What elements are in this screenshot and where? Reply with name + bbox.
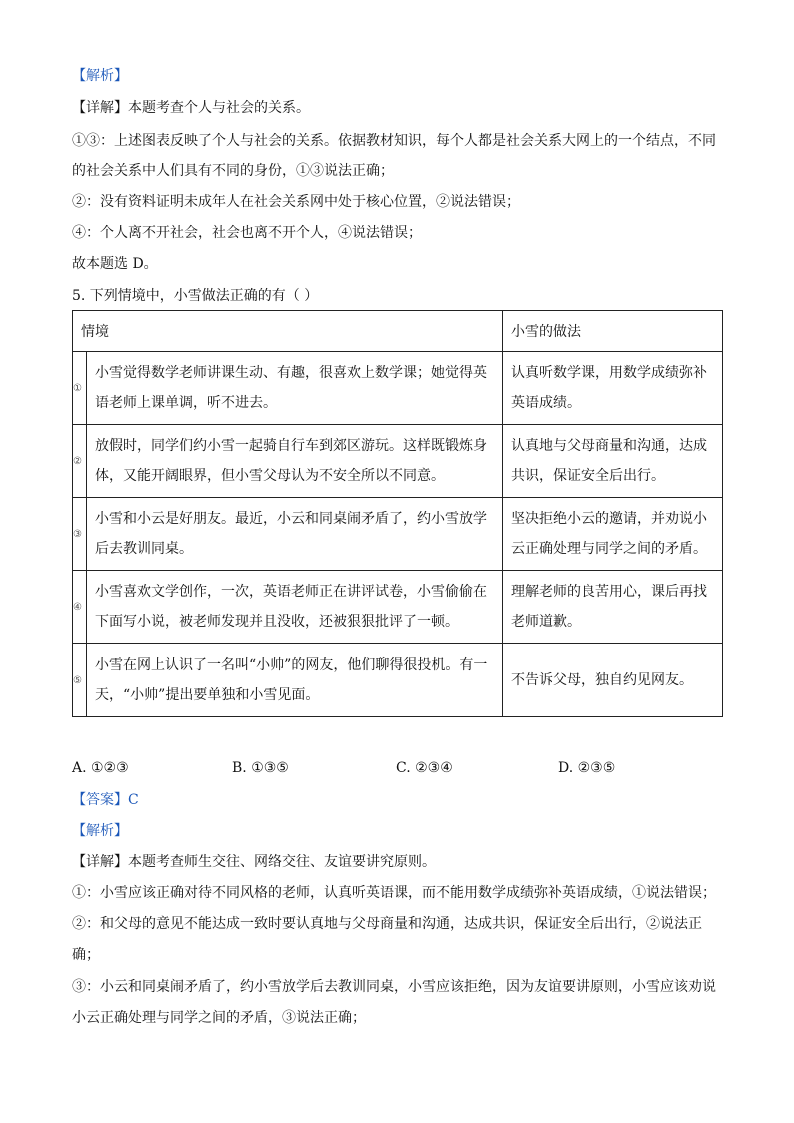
analysis-label: 【解析】 [72, 68, 128, 84]
action-cell [503, 644, 723, 717]
scene-cell [87, 644, 503, 717]
paragraph-line: 确； [72, 947, 100, 963]
table-row [73, 571, 723, 644]
scene-line: 语老师上课单调，听不进去。 [95, 395, 277, 411]
situation-table [72, 310, 723, 717]
paragraph-line: ③：小云和同桌闹矛盾了，约小雪放学后去教训同桌，小雪应该拒绝，因为友谊要讲原则，小雪应该劝说 [72, 979, 716, 995]
action-line: 理解老师的良苦用心，课后再找 [511, 584, 707, 600]
detail-line: 【详解】本题考查师生交往、网络交往、友谊要讲究原则。 [72, 854, 436, 870]
action-line: 坚决拒绝小云的邀请，并劝说小 [511, 511, 707, 527]
action-cell [503, 352, 723, 425]
scene-line: 天，“小帅”提出要单独和小雪见面。 [95, 687, 320, 703]
option-d: D. ②③⑤ [558, 760, 616, 776]
row-number: ② [73, 425, 87, 498]
action-line: 英语成绩。 [511, 395, 581, 411]
scene-line: 体，又能开阔眼界，但小雪父母认为不安全所以不同意。 [95, 468, 445, 484]
scene-cell [87, 425, 503, 498]
table-header-row [73, 311, 723, 352]
scene-line: 小雪和小云是好朋友。最近，小云和同桌闹矛盾了，约小雪放学 [95, 511, 487, 527]
action-line: 认真地与父母商量和沟通，达成 [511, 438, 707, 454]
action-line: 云正确处理与同学之间的矛盾。 [511, 541, 707, 557]
action-line: 老师道歉。 [511, 614, 581, 630]
scene-line: 小雪在网上认识了一名叫“小帅”的网友，他们聊得很投机。有一 [95, 657, 488, 673]
paragraph-line: ②：没有资料证明未成年人在社会关系网中处于核心位置，②说法错误； [72, 194, 520, 210]
detail-line: 【详解】本题考查个人与社会的关系。 [72, 100, 310, 116]
table-row [73, 352, 723, 425]
paragraph-line: 的社会关系中人们具有不同的身份，①③说法正确； [72, 163, 394, 179]
scene-cell [87, 498, 503, 571]
action-cell [503, 498, 723, 571]
option-a: A. ①②③ [72, 760, 129, 776]
conclusion-line: 故本题选 D。 [72, 256, 158, 272]
table-row [73, 498, 723, 571]
paragraph-line: ①③：上述图表反映了个人与社会的关系。依据教材知识，每个人都是社会关系大网上的一个结点，不同 [72, 133, 716, 149]
scene-line: 后去教训同桌。 [95, 541, 193, 557]
option-c: C. ②③④ [396, 760, 453, 776]
analysis-label: 【解析】 [72, 823, 128, 839]
scene-line: 放假时，同学们约小雪一起骑自行车到郊区游玩。这样既锻炼身 [95, 438, 487, 454]
action-line: 不告诉父母，独自约见网友。 [511, 672, 693, 688]
paragraph-line: 小云正确处理与同学之间的矛盾，③说法正确； [72, 1010, 366, 1026]
header-scene: 情境 [73, 311, 503, 352]
action-line: 认真听数学课，用数学成绩弥补 [511, 365, 707, 381]
table-row [73, 425, 723, 498]
row-number: ⑤ [73, 644, 87, 717]
table-row [73, 644, 723, 717]
paragraph-line: ④：个人离不开社会，社会也离不开个人，④说法错误； [72, 225, 422, 241]
scene-line: 小雪觉得数学老师讲课生动、有趣，很喜欢上数学课；她觉得英 [95, 365, 487, 381]
scene-cell [87, 571, 503, 644]
header-action: 小雪的做法 [503, 311, 723, 352]
paragraph-line: ②：和父母的意见不能达成一致时要认真地与父母商量和沟通，达成共识，保证安全后出行，②说法正 [72, 916, 702, 932]
action-line: 共识，保证安全后出行。 [511, 468, 665, 484]
row-number: ④ [73, 571, 87, 644]
scene-line: 下面写小说，被老师发现并且没收，还被狠狠批评了一顿。 [95, 614, 459, 630]
scene-line: 小雪喜欢文学创作，一次，英语老师正在讲评试卷，小雪偷偷在 [95, 584, 487, 600]
scene-cell [87, 352, 503, 425]
action-cell [503, 425, 723, 498]
answer-line: 【答案】C [72, 792, 139, 808]
paragraph-line: ①：小雪应该正确对待不同风格的老师，认真听英语课，而不能用数学成绩弥补英语成绩，①说法错误； [72, 885, 716, 901]
row-number: ③ [73, 498, 87, 571]
option-b: B. ①③⑤ [232, 760, 289, 776]
question-stem: 5. 下列情境中，小雪做法正确的有（ ） [72, 288, 319, 304]
row-number: ① [73, 352, 87, 425]
action-cell [503, 571, 723, 644]
